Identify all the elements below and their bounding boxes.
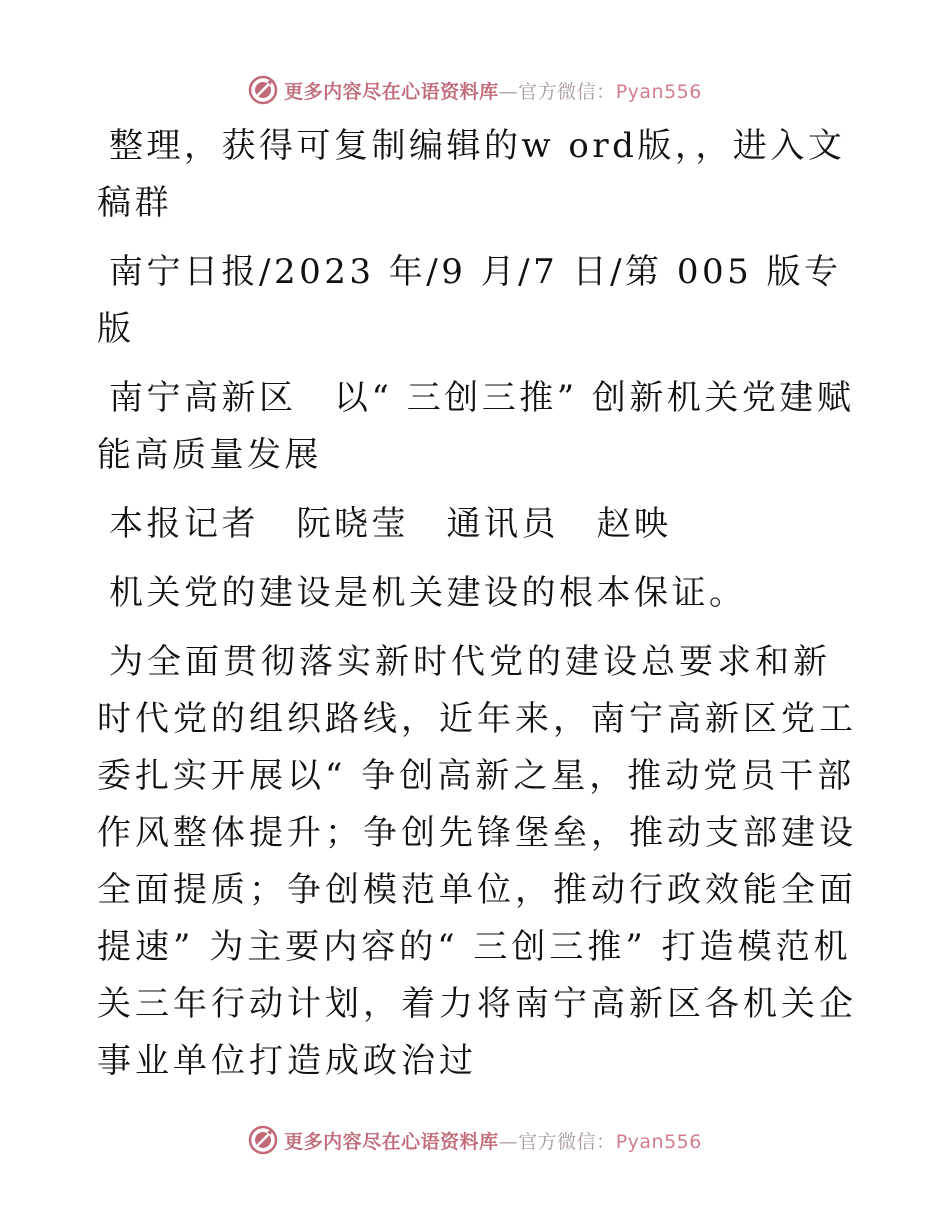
paragraph-lead: 机关党的建设是机关建设的根本保证。 <box>109 573 747 613</box>
paragraph-body: 为全面贯彻落实新时代党的建设总要求和新时代党的组织路线，近年来，南宁高新区党工委扎实开展以“ 争创高新之星，推动党员干部作风整体提升；争创先锋堡垒，推动支部建设全面提质；争创模范单位，推动行政效能全面提速” 为主要内容的“ 三创三推” 打造模范机关三年行动计划，着力将南宁高新区各机关企事业单位打造成政治过 <box>97 642 857 1081</box>
seal-logo-icon <box>248 75 278 105</box>
watermark-dash: — <box>498 80 519 103</box>
paragraph-intro: 整理，获得可复制编辑的w ord版，，进入文稿群 <box>97 126 846 223</box>
watermark-brand: 更多内容尽在心语资料库 <box>284 1130 499 1153</box>
watermark-official: 官方微信： <box>518 1130 616 1153</box>
watermark-official: 官方微信： <box>518 80 616 103</box>
watermark-text <box>284 77 702 104</box>
footer-watermark <box>0 1120 950 1160</box>
header-watermark <box>0 70 950 110</box>
watermark-brand: 更多内容尽在心语资料库 <box>284 80 499 103</box>
watermark-wechat-id: Pyan556 <box>615 1130 702 1153</box>
watermark-text <box>284 1127 702 1154</box>
watermark-dash: — <box>498 1130 519 1153</box>
article-byline: 本报记者 阮晓莹 通讯员 赵映 <box>109 504 672 544</box>
seal-logo-icon <box>248 1125 278 1155</box>
watermark-wechat-id: Pyan556 <box>615 80 702 103</box>
paragraph-source: 南宁日报/2023 年/9 月/7 日/第 005 版专版 <box>97 252 842 349</box>
document-body <box>97 118 857 1090</box>
article-title: 南宁高新区 以“ 三创三推” 创新机关党建赋能高质量发展 <box>97 378 855 475</box>
